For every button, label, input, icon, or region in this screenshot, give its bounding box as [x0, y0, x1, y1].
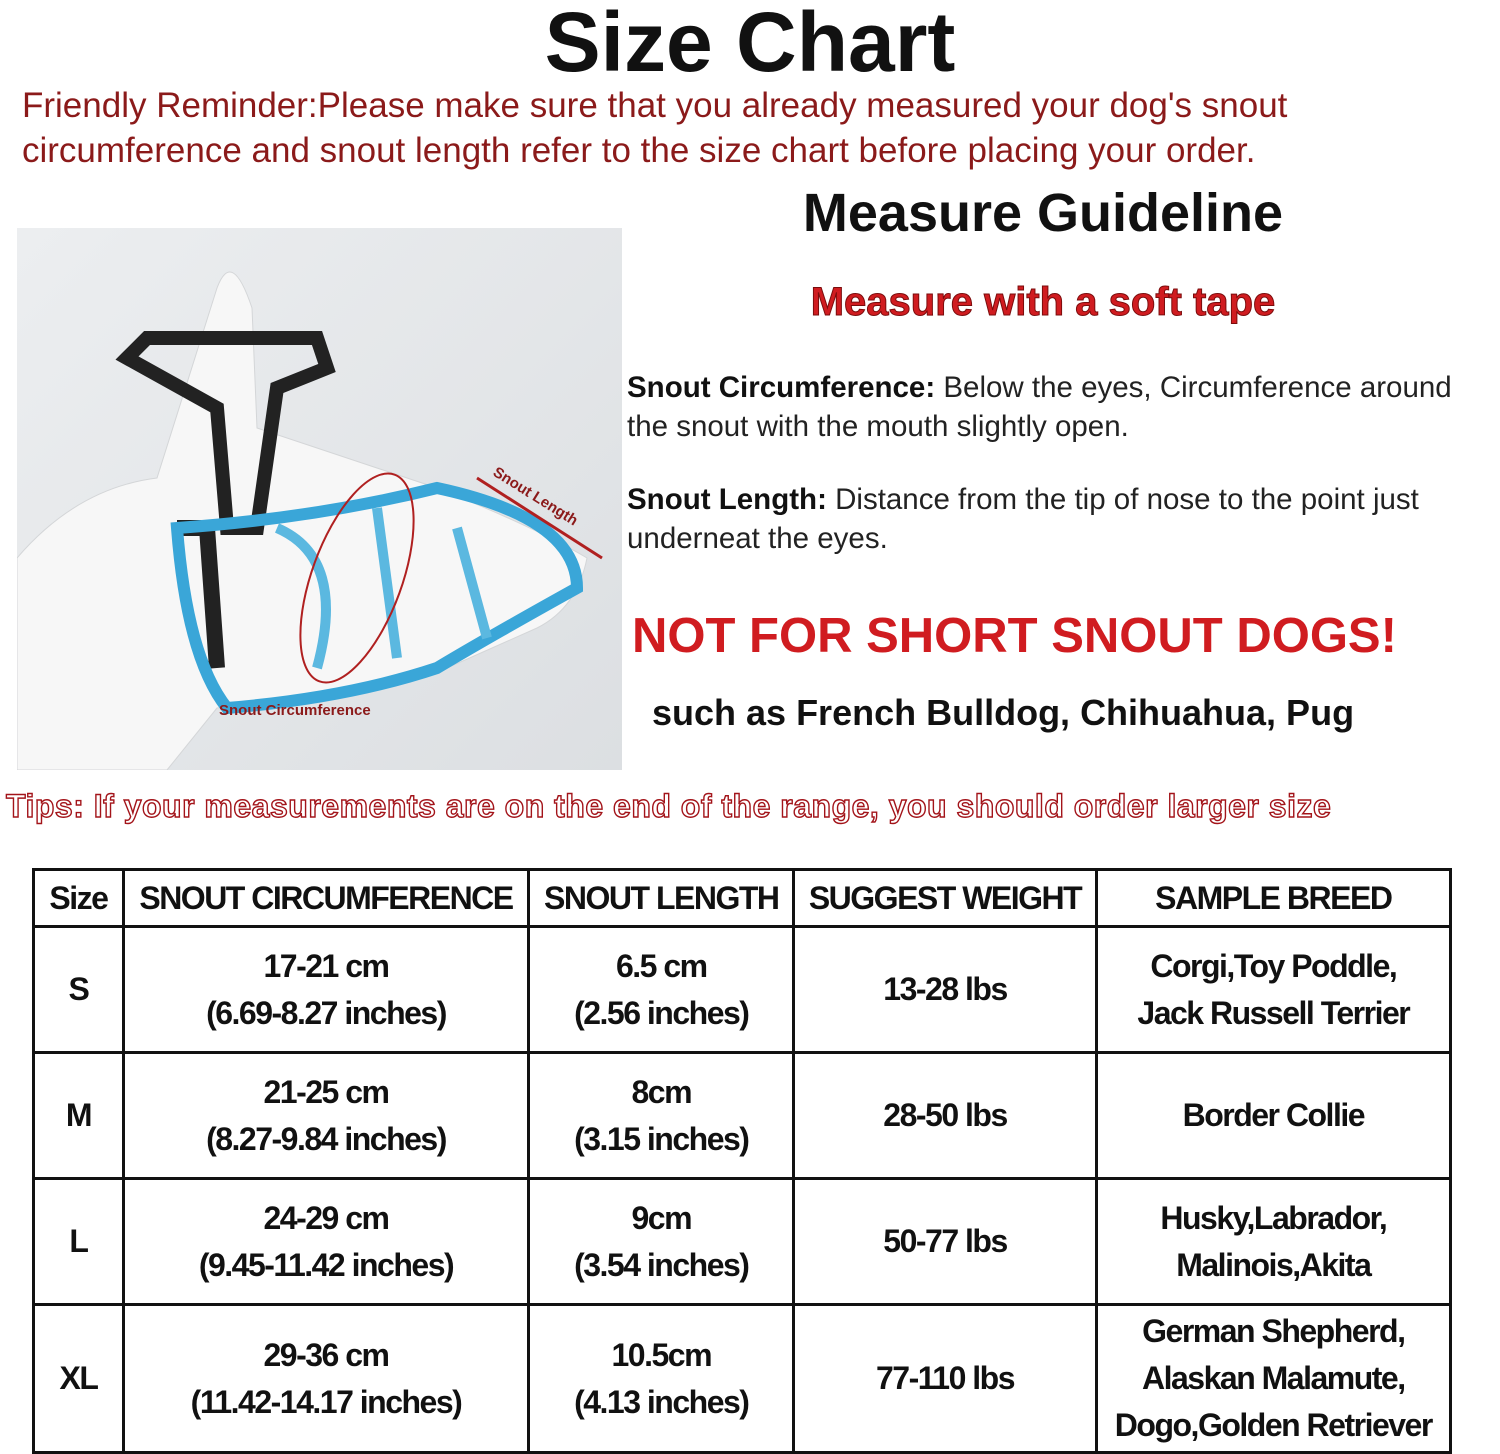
size-table [32, 868, 1452, 1454]
len-cm: 9cm [631, 1199, 692, 1236]
circ-cm: 24-29 cm [263, 1199, 389, 1236]
breed-cell [1096, 1305, 1450, 1453]
breed-line: Dogo,Golden Retriever [1114, 1407, 1432, 1443]
header-breed: SAMPLE BREED [1096, 870, 1450, 927]
guideline-subheading: Measure with a soft tape [810, 280, 1276, 324]
length-label: Snout Length: [627, 483, 827, 516]
length-cell [529, 1053, 794, 1179]
len-in: (2.56 inches) [574, 994, 749, 1031]
tips-text: Tips: If your measurements are on the end of the range, you should order larger size [6, 788, 1332, 824]
header-size: Size [34, 870, 124, 927]
circ-in: (11.42-14.17 inches) [190, 1383, 462, 1420]
header-length: SNOUT LENGTH [529, 870, 794, 927]
len-in: (3.54 inches) [574, 1246, 749, 1283]
guideline-heading: Measure Guideline [802, 183, 1284, 243]
circ-cell [123, 1179, 528, 1305]
table-row [34, 927, 1451, 1053]
snout-length-description [627, 480, 1497, 558]
breed-line: Alaskan Malamute, [1142, 1360, 1405, 1396]
breed-line: Border Collie [1182, 1097, 1365, 1133]
circ-cell [123, 1053, 528, 1179]
circ-in: (8.27-9.84 inches) [206, 1120, 446, 1157]
breed-line: Corgi,Toy Poddle, [1150, 947, 1397, 984]
len-in: (3.15 inches) [574, 1120, 749, 1157]
table-header-row [34, 870, 1451, 927]
circ-text: Below the eyes, Circumference around the snout with the mouth slightly open. [627, 371, 1452, 443]
page-title: Size Chart [544, 0, 956, 89]
size-cell: XL [34, 1305, 124, 1453]
table-row [34, 1305, 1451, 1453]
header-weight: SUGGEST WEIGHT [794, 870, 1096, 927]
breed-line: Malinois,Akita [1176, 1246, 1371, 1283]
weight-cell: 28-50 lbs [794, 1053, 1096, 1179]
reminder-line-1: Friendly Reminder:Please make sure that you already measured your dog's snout [22, 86, 1288, 125]
weight-cell: 50-77 lbs [794, 1179, 1096, 1305]
length-cell [529, 1305, 794, 1453]
circ-in: (6.69-8.27 inches) [206, 994, 446, 1031]
len-cm: 10.5cm [611, 1336, 712, 1373]
breed-examples: such as French Bulldog, Chihuahua, Pug [652, 692, 1355, 733]
breed-cell [1096, 927, 1450, 1053]
circ-label: Snout Circumference: [627, 371, 936, 404]
len-cm: 6.5 cm [615, 947, 707, 984]
snout-circumference-label: Snout Circumference [219, 702, 371, 719]
circ-cell [123, 1305, 528, 1453]
breed-cell [1096, 1179, 1450, 1305]
len-in: (4.13 inches) [574, 1383, 749, 1420]
length-cell [529, 927, 794, 1053]
breed-line: Jack Russell Terrier [1137, 994, 1410, 1031]
weight-cell: 77-110 lbs [794, 1305, 1096, 1453]
weight-cell: 13-28 lbs [794, 927, 1096, 1053]
circ-cm: 29-36 cm [263, 1336, 389, 1373]
muzzle-photo [17, 228, 622, 770]
header-circumference: SNOUT CIRCUMFERENCE [123, 870, 528, 927]
circ-cm: 21-25 cm [263, 1073, 389, 1110]
warning-text: NOT FOR SHORT SNOUT DOGS! [632, 609, 1397, 663]
circ-cm: 17-21 cm [263, 947, 389, 984]
breed-cell [1096, 1053, 1450, 1179]
size-cell: M [34, 1053, 124, 1179]
length-text: Distance from the tip of nose to the point just underneat the eyes. [627, 483, 1419, 555]
reminder-line-2: circumference and snout length refer to the size chart before placing your order. [22, 131, 1256, 170]
breed-line: German Shepherd, [1142, 1313, 1405, 1349]
size-cell: L [34, 1179, 124, 1305]
snout-length-label: Snout Length [489, 463, 581, 530]
table-row [34, 1179, 1451, 1305]
table-row [34, 1053, 1451, 1179]
snout-circumference-description [627, 368, 1497, 446]
size-cell: S [34, 927, 124, 1053]
breed-line: Husky,Labrador, [1160, 1199, 1387, 1236]
len-cm: 8cm [631, 1073, 692, 1110]
circ-in: (9.45-11.42 inches) [198, 1246, 454, 1283]
circ-cell [123, 927, 528, 1053]
length-cell [529, 1179, 794, 1305]
